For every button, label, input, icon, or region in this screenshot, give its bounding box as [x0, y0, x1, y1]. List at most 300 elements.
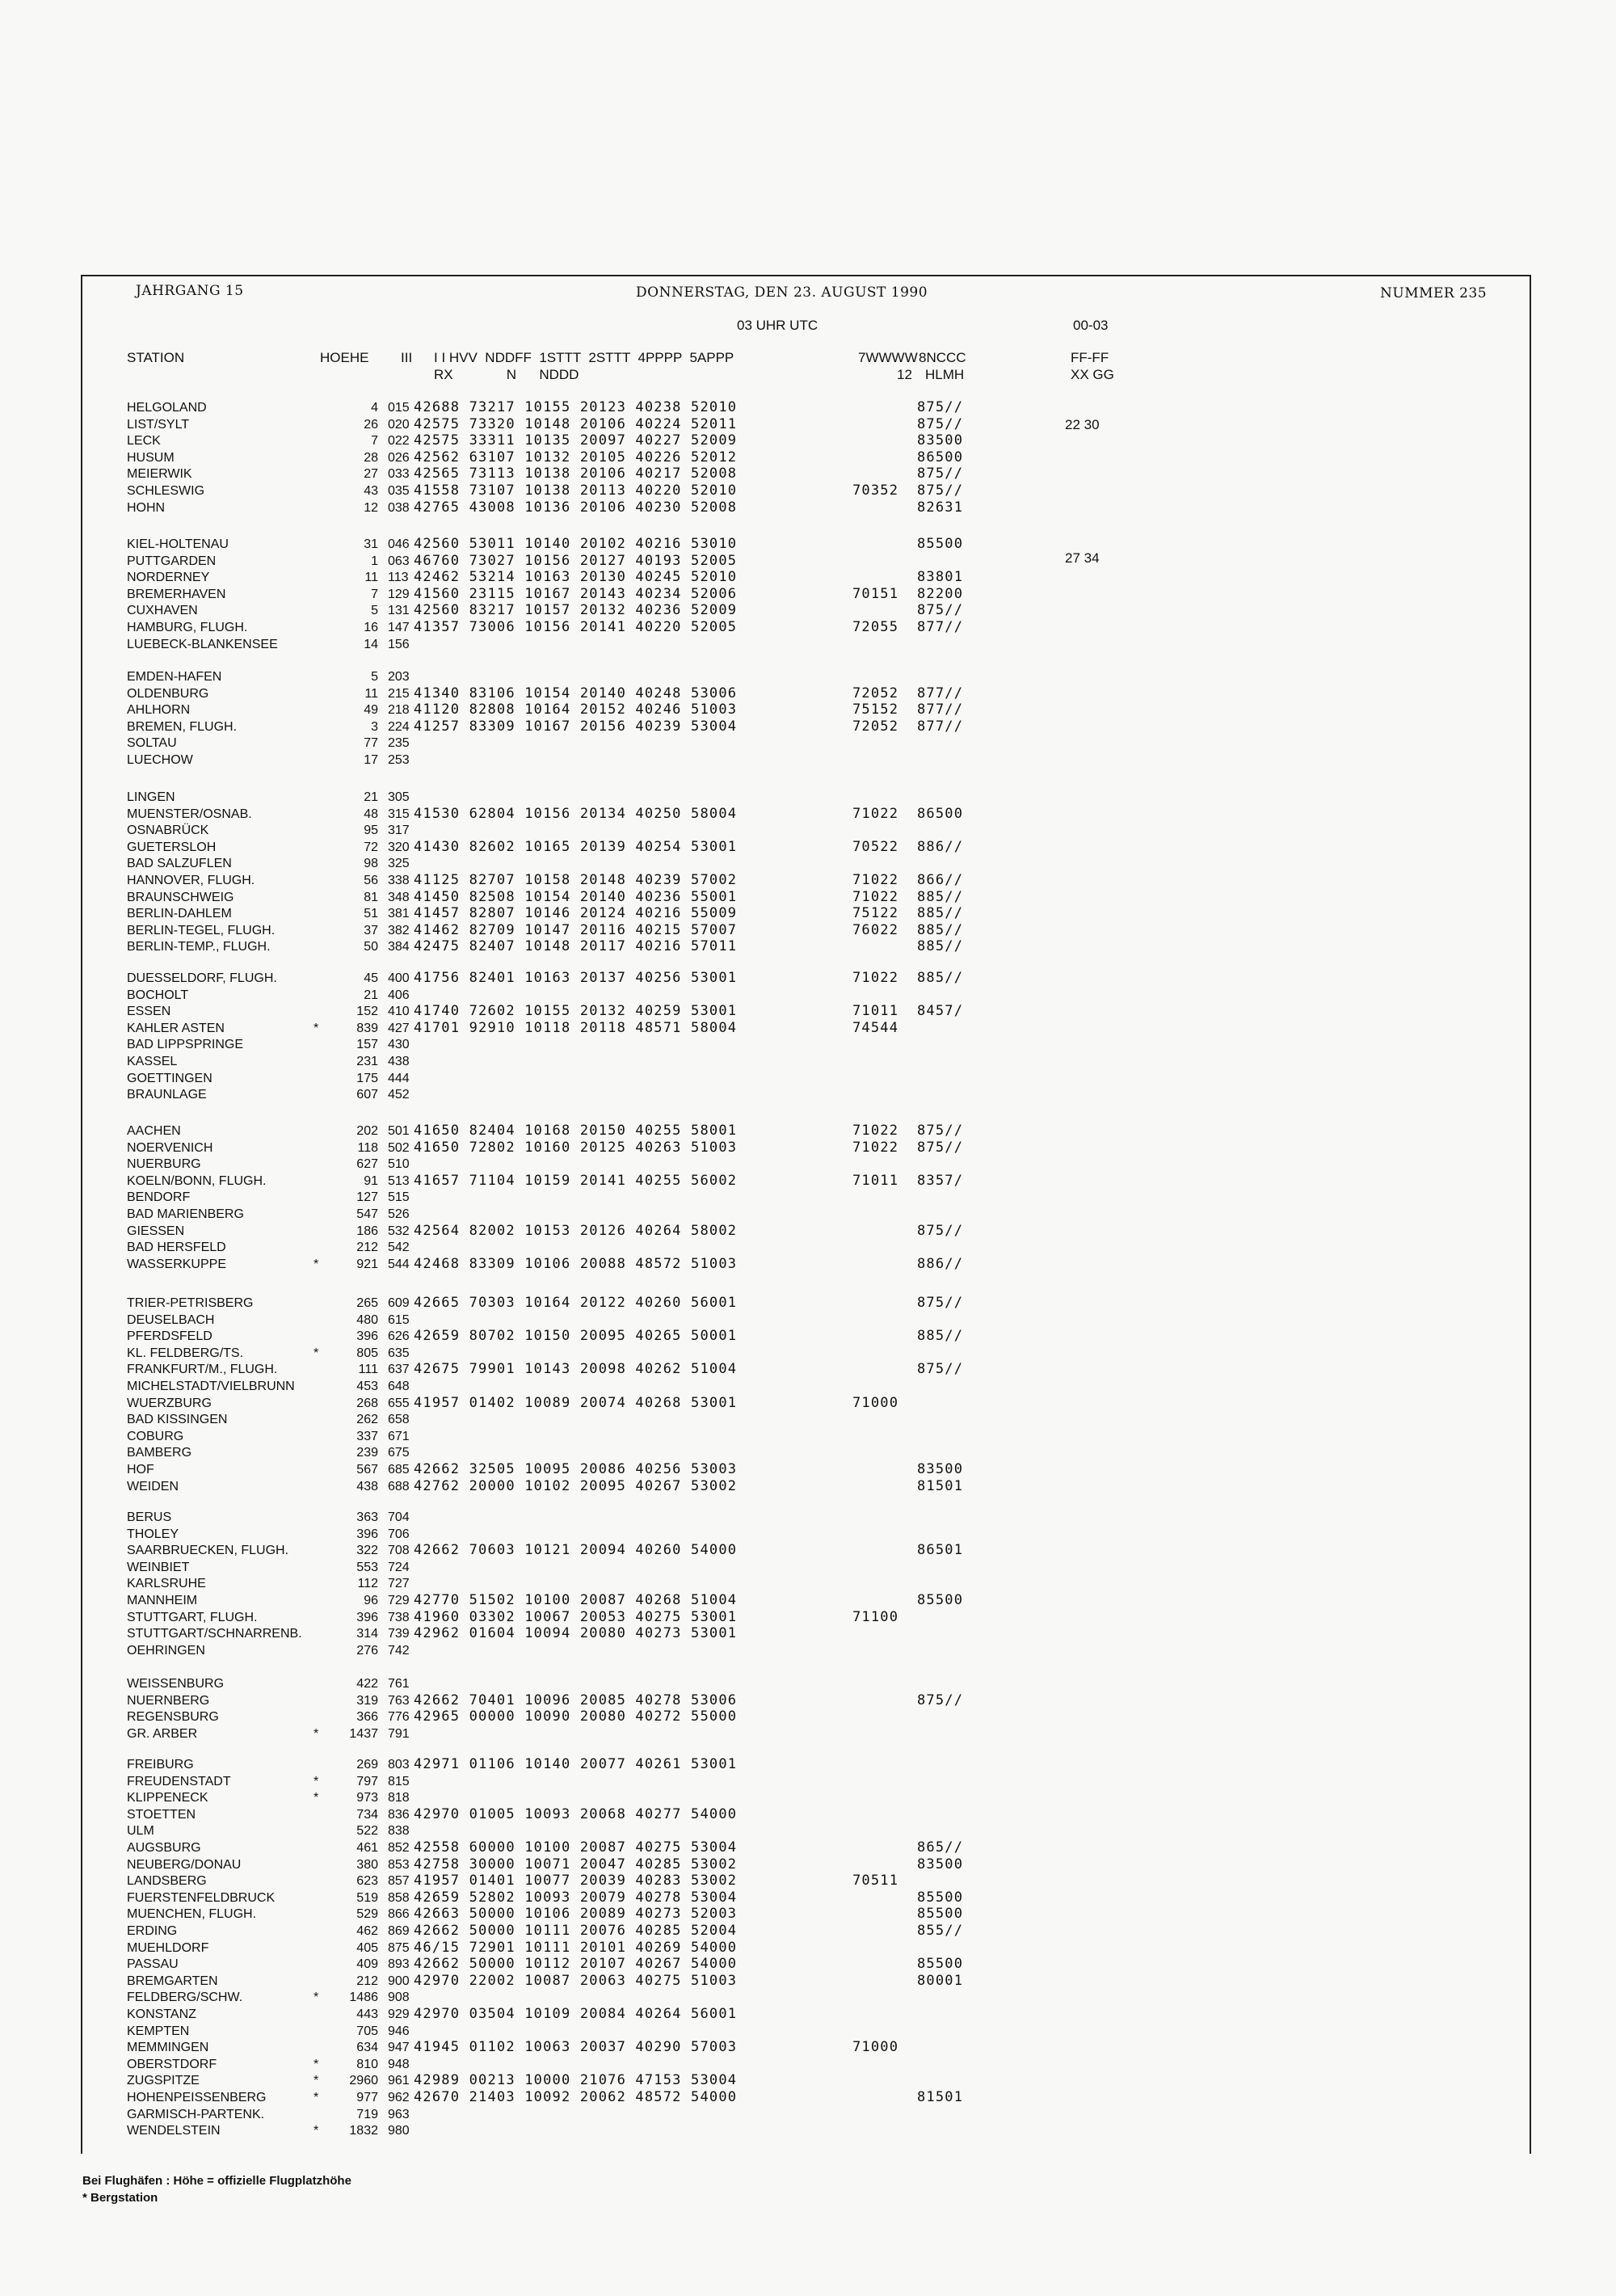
station-row — [0, 2039, 1616, 2056]
station-row — [0, 449, 1616, 466]
synop-groups: 42575 73320 10148 20106 40224 52011 — [414, 415, 738, 432]
station-index: 224 — [388, 719, 410, 734]
station-name: ULM — [127, 1824, 154, 1839]
station-index: 215 — [388, 686, 410, 701]
station-name: CUXHAVEN — [127, 604, 198, 618]
synop-groups: 42770 51502 10100 20087 40268 51004 — [414, 1592, 738, 1608]
col-7wwww: 7WWWW — [858, 350, 918, 365]
cloud-group: 875// — [917, 466, 964, 482]
station-name: LINGEN — [127, 790, 175, 804]
weather-group: 72052 — [852, 718, 899, 735]
station-row — [0, 602, 1616, 619]
station-row — [0, 1956, 1616, 1973]
station-index: 947 — [388, 2041, 410, 2055]
cloud-group: 875// — [917, 1361, 964, 1378]
station-name: BAD SALZUFLEN — [127, 857, 232, 871]
station-row — [0, 1086, 1616, 1103]
station-height: 186 — [356, 1224, 378, 1238]
cloud-group: 8457/ — [917, 1003, 964, 1020]
station-height: 112 — [357, 1577, 378, 1591]
synop-groups: 41462 82709 10147 20116 40215 57007 — [414, 921, 738, 938]
synop-groups: 42989 00213 10000 21076 47153 53004 — [414, 2072, 738, 2089]
col-codes-sub: RX N NDDD — [434, 367, 579, 382]
station-name: BOCHOLT — [127, 988, 189, 1002]
station-index: 791 — [388, 1726, 410, 1741]
station-index: 502 — [388, 1140, 410, 1155]
wind-window: 00-03 — [1073, 318, 1109, 333]
station-index: 803 — [388, 1758, 410, 1772]
station-height: 265 — [356, 1296, 378, 1310]
synop-groups: 42765 43008 10136 20106 40230 52008 — [414, 499, 738, 516]
station-index: 020 — [388, 417, 410, 432]
station-name: OLDENBURG — [127, 686, 209, 701]
station-name: MUENSTER/OSNAB. — [127, 807, 252, 821]
synop-groups: 42462 53214 10163 20130 40245 52010 — [414, 569, 738, 586]
synop-groups: 42970 03504 10109 20084 40264 56001 — [414, 2006, 738, 2022]
cloud-group: 875// — [917, 1139, 964, 1156]
station-name: REGENSBURG — [127, 1710, 219, 1725]
weather-group: 71100 — [852, 1608, 899, 1625]
synop-groups: 42663 50000 10106 20089 40273 52003 — [414, 1906, 738, 1923]
synop-groups: 41650 82404 10168 20150 40255 58001 — [414, 1123, 738, 1139]
station-index: 708 — [388, 1544, 410, 1558]
station-row — [0, 1189, 1616, 1206]
station-index: 761 — [388, 1677, 410, 1691]
station-row — [0, 1856, 1616, 1873]
station-name: ZUGSPITZE — [127, 2074, 200, 2088]
station-height: 839 — [356, 1021, 378, 1035]
cloud-group: 865// — [917, 1839, 964, 1856]
cloud-group: 83500 — [917, 1461, 964, 1477]
station-name: BERLIN-DAHLEM — [127, 907, 232, 921]
weather-group: 70352 — [852, 482, 899, 499]
weather-group: 72055 — [852, 619, 899, 635]
station-row — [0, 701, 1616, 718]
station-row — [0, 1789, 1616, 1806]
station-index: 948 — [388, 2057, 410, 2071]
station-name: MEIERWIK — [127, 467, 192, 482]
station-row — [0, 2023, 1616, 2040]
station-height: 11 — [364, 571, 378, 585]
station-row — [0, 685, 1616, 702]
issue-number: NUMMER 235 — [1380, 285, 1488, 301]
station-row — [0, 466, 1616, 482]
station-height: 17 — [364, 753, 378, 767]
station-index: 156 — [388, 637, 410, 651]
station-row — [0, 822, 1616, 839]
col-ff-sub: XX GG — [1071, 367, 1114, 382]
mountain-marker: * — [314, 1257, 319, 1271]
station-name: PFERDSFELD — [127, 1329, 213, 1344]
station-index: 648 — [388, 1380, 410, 1393]
station-name: BRAUNSCHWEIG — [127, 890, 234, 904]
synop-groups: 41560 23115 10167 20143 40234 52006 — [414, 585, 738, 602]
cloud-group: 83500 — [917, 1856, 964, 1873]
station-row — [0, 1140, 1616, 1156]
station-row — [0, 735, 1616, 752]
station-height: 268 — [356, 1396, 378, 1410]
station-name: BRAUNLAGE — [127, 1088, 207, 1102]
synop-groups: 42564 82002 10153 20126 40264 58002 — [414, 1222, 738, 1239]
station-index: 857 — [388, 1874, 410, 1889]
station-height: 396 — [356, 1329, 378, 1344]
synop-groups: 42675 79901 10143 20098 40262 51004 — [414, 1361, 738, 1378]
station-height: 50 — [364, 940, 378, 954]
station-row — [0, 1725, 1616, 1742]
mountain-marker: * — [314, 1791, 319, 1805]
cloud-group: 885// — [917, 888, 964, 905]
synop-groups: 42758 30000 10071 20047 40285 53002 — [414, 1856, 738, 1873]
station-height: 453 — [356, 1380, 378, 1393]
station-name: BREMEN, FLUGH. — [127, 719, 238, 734]
station-height: 2960 — [349, 2074, 378, 2088]
station-row — [0, 2106, 1616, 2123]
station-height: 438 — [356, 1479, 378, 1493]
station-height: 48 — [364, 807, 378, 821]
station-height: 202 — [356, 1124, 378, 1138]
station-name: COBURG — [127, 1429, 184, 1443]
synop-groups: 42665 70303 10164 20122 40260 56001 — [414, 1295, 738, 1311]
station-name: LANDSBERG — [127, 1874, 207, 1889]
station-index: 724 — [388, 1560, 410, 1574]
station-index: 946 — [388, 2024, 410, 2038]
station-index: 962 — [388, 2091, 410, 2104]
station-name: KOELN/BONN, FLUGH. — [127, 1173, 267, 1188]
station-name: HOF — [127, 1463, 154, 1477]
weather-group: 70522 — [852, 838, 899, 855]
station-height: 262 — [356, 1413, 378, 1427]
station-index: 869 — [388, 1924, 410, 1938]
station-index: 852 — [388, 1841, 410, 1855]
station-row — [0, 1973, 1616, 1990]
station-index: 218 — [388, 703, 410, 718]
station-row — [0, 718, 1616, 735]
station-index: 129 — [388, 587, 410, 601]
station-row — [0, 499, 1616, 516]
station-name: TRIER-PETRISBERG — [127, 1296, 254, 1310]
station-height: 567 — [356, 1463, 378, 1477]
synop-groups: 41530 62804 10156 20134 40250 58004 — [414, 805, 738, 822]
station-name: BAD LIPPSPRINGE — [127, 1038, 244, 1052]
synop-groups: 42558 60000 10100 20087 40275 53004 — [414, 1839, 738, 1856]
synop-groups: 41960 03302 10067 20053 40275 53001 — [414, 1608, 738, 1625]
col-8nccc: 8NCCC — [919, 350, 966, 365]
station-index: 410 — [388, 1005, 410, 1019]
station-row — [0, 482, 1616, 499]
station-name: DUESSELDORF, FLUGH. — [127, 971, 277, 985]
station-height: 322 — [356, 1544, 378, 1558]
station-index: 438 — [388, 1055, 410, 1068]
weather-group: 70151 — [852, 585, 899, 602]
station-row — [0, 1036, 1616, 1053]
station-index: 738 — [388, 1610, 410, 1624]
station-height: 98 — [364, 857, 378, 871]
synop-groups: 42565 73113 10138 20106 40217 52008 — [414, 466, 738, 482]
station-height: 366 — [356, 1710, 378, 1725]
weather-group: 71022 — [852, 970, 899, 986]
station-index: 626 — [388, 1329, 410, 1344]
station-row — [0, 1003, 1616, 1020]
cloud-group: 86500 — [917, 805, 964, 822]
station-height: 623 — [356, 1874, 378, 1889]
station-height: 276 — [356, 1643, 378, 1658]
synop-groups: 41650 72802 10160 20125 40263 51003 — [414, 1139, 738, 1156]
station-row — [0, 619, 1616, 636]
station-height: 5 — [371, 604, 378, 618]
cloud-group: 885// — [917, 1328, 964, 1345]
station-row — [0, 1692, 1616, 1709]
cloud-group: 877// — [917, 718, 964, 735]
station-row — [0, 1542, 1616, 1559]
station-height: 4 — [371, 401, 378, 415]
station-height: 14 — [364, 637, 378, 651]
station-name: BERUS — [127, 1510, 172, 1524]
cloud-group: 875// — [917, 415, 964, 432]
mountain-marker: * — [314, 1991, 319, 2005]
station-row — [0, 569, 1616, 586]
station-name: BREMERHAVEN — [127, 587, 226, 601]
station-name: SCHLESWIG — [127, 484, 205, 498]
station-name: HAMBURG, FLUGH. — [127, 621, 248, 634]
station-row — [0, 1675, 1616, 1692]
station-index: 203 — [388, 670, 410, 684]
synop-groups: 41740 72602 10155 20132 40259 53001 — [414, 1003, 738, 1020]
station-height: 547 — [356, 1207, 378, 1221]
wind-note-list-sylt: 22 30 — [1065, 417, 1100, 432]
station-index: 526 — [388, 1207, 410, 1221]
cloud-group: 886// — [917, 838, 964, 855]
station-name: KARLSRUHE — [127, 1577, 206, 1591]
station-index: 615 — [388, 1312, 410, 1327]
station-height: 314 — [356, 1627, 378, 1641]
mountain-marker: * — [314, 1774, 319, 1788]
station-height: 21 — [364, 790, 378, 804]
station-name: ESSEN — [127, 1005, 171, 1019]
station-height: 239 — [356, 1446, 378, 1460]
station-height: 12 — [364, 500, 378, 515]
weather-group: 71000 — [852, 2039, 899, 2056]
station-index: 742 — [388, 1643, 410, 1658]
station-row — [0, 1940, 1616, 1957]
station-height: 96 — [364, 1594, 378, 1607]
station-row — [0, 987, 1616, 1004]
station-height: 405 — [356, 1940, 378, 1955]
station-row — [0, 1444, 1616, 1461]
station-index: 444 — [388, 1071, 410, 1085]
station-index: 866 — [388, 1907, 410, 1922]
synop-groups: 42970 01005 10093 20068 40277 54000 — [414, 1805, 738, 1822]
station-index: 038 — [388, 500, 410, 515]
station-index: 727 — [388, 1577, 410, 1591]
cloud-group: 855// — [917, 1923, 964, 1939]
cloud-group: 885// — [917, 938, 964, 955]
station-height: 797 — [356, 1774, 378, 1788]
station-row — [0, 1411, 1616, 1428]
station-index: 729 — [388, 1594, 410, 1607]
station-name: MUENCHEN, FLUGH. — [127, 1907, 257, 1922]
station-name: NUERBURG — [127, 1157, 201, 1172]
synop-groups: 41340 83106 10154 20140 40248 53006 — [414, 685, 738, 701]
station-row — [0, 1461, 1616, 1478]
station-name: LUEBECK-BLANKENSEE — [127, 637, 278, 651]
station-row — [0, 2006, 1616, 2023]
station-name: AUGSBURG — [127, 1841, 201, 1855]
cloud-group: 85500 — [917, 1889, 964, 1906]
station-row — [0, 1889, 1616, 1906]
station-name: NOERVENICH — [127, 1140, 213, 1155]
synop-groups: 41756 82401 10163 20137 40256 53001 — [414, 970, 738, 986]
station-name: WEIDEN — [127, 1479, 179, 1493]
station-height: 7 — [371, 434, 378, 449]
synop-groups: 41430 82602 10165 20139 40254 53001 — [414, 838, 738, 855]
station-height: 127 — [356, 1190, 378, 1205]
cloud-group: 877// — [917, 701, 964, 718]
cloud-group: 86501 — [917, 1542, 964, 1559]
station-height: 5 — [371, 670, 378, 684]
synop-groups: 41125 82707 10158 20148 40239 57002 — [414, 872, 738, 888]
station-height: 37 — [364, 923, 378, 937]
station-index: 253 — [388, 753, 410, 767]
station-row — [0, 872, 1616, 889]
station-row — [0, 1642, 1616, 1659]
station-index: 963 — [388, 2107, 410, 2121]
station-row — [0, 1053, 1616, 1070]
col-ff: FF-FF — [1071, 350, 1109, 365]
station-name: BAD HERSFELD — [127, 1241, 226, 1255]
station-index: 400 — [388, 971, 410, 985]
cloud-group: 885// — [917, 970, 964, 986]
station-row — [0, 1526, 1616, 1543]
station-index: 858 — [388, 1890, 410, 1905]
cloud-group: 875// — [917, 1222, 964, 1239]
station-row — [0, 1478, 1616, 1495]
synop-groups: 41450 82508 10154 20140 40236 55001 — [414, 888, 738, 905]
station-index: 658 — [388, 1413, 410, 1427]
synop-groups: 46760 73027 10156 20127 40193 52005 — [414, 552, 738, 569]
station-height: 409 — [356, 1957, 378, 1972]
cloud-group: 877// — [917, 619, 964, 635]
station-index: 348 — [388, 890, 410, 904]
station-name: KASSEL — [127, 1055, 178, 1068]
station-name: NEUBERG/DONAU — [127, 1857, 242, 1872]
station-height: 380 — [356, 1857, 378, 1872]
station-height: 152 — [356, 1005, 378, 1019]
synop-groups: 41957 01402 10089 20074 40268 53001 — [414, 1394, 738, 1411]
col-iii: III — [401, 350, 413, 365]
station-index: 655 — [388, 1396, 410, 1410]
synop-groups: 41457 82807 10146 20124 40216 55009 — [414, 905, 738, 922]
weather-group: 72052 — [852, 685, 899, 701]
synop-groups: 42688 73217 10155 20123 40238 52010 — [414, 399, 738, 415]
station-index: 542 — [388, 1241, 410, 1255]
station-height: 607 — [356, 1088, 378, 1102]
issue-date: DONNERSTAG, DEN 23. AUGUST 1990 — [636, 284, 928, 301]
synop-groups: 42468 83309 10106 20088 48572 51003 — [414, 1255, 738, 1272]
station-row — [0, 1328, 1616, 1345]
station-name: KEMPTEN — [127, 2024, 190, 2038]
station-name: WUERZBURG — [127, 1396, 212, 1410]
col-station: STATION — [127, 350, 185, 365]
synop-groups: 42659 52802 10093 20079 40278 53004 — [414, 1889, 738, 1906]
col-codes: I I HVV NDDFF 1STTT 2STTT 4PPPP 5APPP — [434, 350, 734, 365]
station-name: NORDERNEY — [127, 571, 210, 585]
station-height: 977 — [356, 2091, 378, 2104]
station-row — [0, 2089, 1616, 2106]
station-name: BERLIN-TEMP., FLUGH. — [127, 940, 271, 954]
station-row — [0, 399, 1616, 416]
station-row — [0, 1509, 1616, 1526]
station-index: 961 — [388, 2074, 410, 2088]
volume-label: JAHRGANG 15 — [136, 283, 244, 299]
station-height: 462 — [356, 1924, 378, 1938]
synop-groups: 41657 71104 10159 20141 40255 56002 — [414, 1172, 738, 1189]
synop-groups: 42662 32505 10095 20086 40256 53003 — [414, 1461, 738, 1477]
station-row — [0, 806, 1616, 823]
station-height: 231 — [356, 1055, 378, 1068]
station-index: 980 — [388, 2124, 410, 2138]
station-row — [0, 636, 1616, 653]
station-row — [0, 889, 1616, 906]
station-index: 838 — [388, 1824, 410, 1839]
station-name: PASSAU — [127, 1957, 179, 1972]
station-height: 81 — [364, 890, 378, 904]
station-name: ERDING — [127, 1924, 178, 1938]
station-name: STUTTGART/SCHNARRENB. — [127, 1627, 302, 1641]
cloud-group: 877// — [917, 685, 964, 701]
station-height: 422 — [356, 1677, 378, 1691]
station-row — [0, 1156, 1616, 1173]
station-name: OBERSTDORF — [127, 2057, 217, 2071]
station-name: BENDORF — [127, 1190, 191, 1205]
station-name: KONSTANZ — [127, 2007, 196, 2021]
station-row — [0, 752, 1616, 769]
station-index: 022 — [388, 434, 410, 449]
station-height: 1437 — [349, 1726, 378, 1741]
synop-groups: 41357 73006 10156 20141 40220 52005 — [414, 619, 738, 635]
station-height: 319 — [356, 1693, 378, 1708]
station-index: 026 — [388, 450, 410, 465]
station-height: 269 — [356, 1758, 378, 1772]
station-name: FRANKFURT/M., FLUGH. — [127, 1363, 278, 1377]
weather-group: 71000 — [852, 1394, 899, 1411]
station-index: 776 — [388, 1710, 410, 1725]
station-name: AACHEN — [127, 1124, 181, 1138]
station-height: 11 — [364, 686, 378, 701]
station-height: 27 — [364, 467, 378, 482]
weather-group: 71022 — [852, 872, 899, 888]
station-index: 929 — [388, 2007, 410, 2021]
mountain-marker: * — [314, 1021, 319, 1035]
station-row — [0, 2056, 1616, 2073]
cloud-group: 81501 — [917, 2089, 964, 2105]
synop-groups: 42475 82407 10148 20117 40216 57011 — [414, 938, 738, 955]
station-name: FREUDENSTADT — [127, 1774, 231, 1788]
station-index: 893 — [388, 1957, 410, 1972]
station-index: 704 — [388, 1510, 410, 1524]
station-height: 111 — [358, 1363, 378, 1377]
station-name: OSNABRÜCK — [127, 824, 209, 838]
cloud-group: 875// — [917, 602, 964, 619]
weather-group: 75122 — [852, 905, 899, 922]
station-height: 734 — [356, 1807, 378, 1822]
station-name: MEMMINGEN — [127, 2041, 209, 2055]
station-index: 515 — [388, 1190, 410, 1205]
station-index: 763 — [388, 1693, 410, 1708]
station-name: LIST/SYLT — [127, 417, 190, 432]
synop-groups: 46/15 72901 10111 20101 40269 54000 — [414, 1939, 738, 1956]
station-name: PUTTGARDEN — [127, 554, 217, 568]
station-name: GARMISCH-PARTENK. — [127, 2107, 265, 2121]
